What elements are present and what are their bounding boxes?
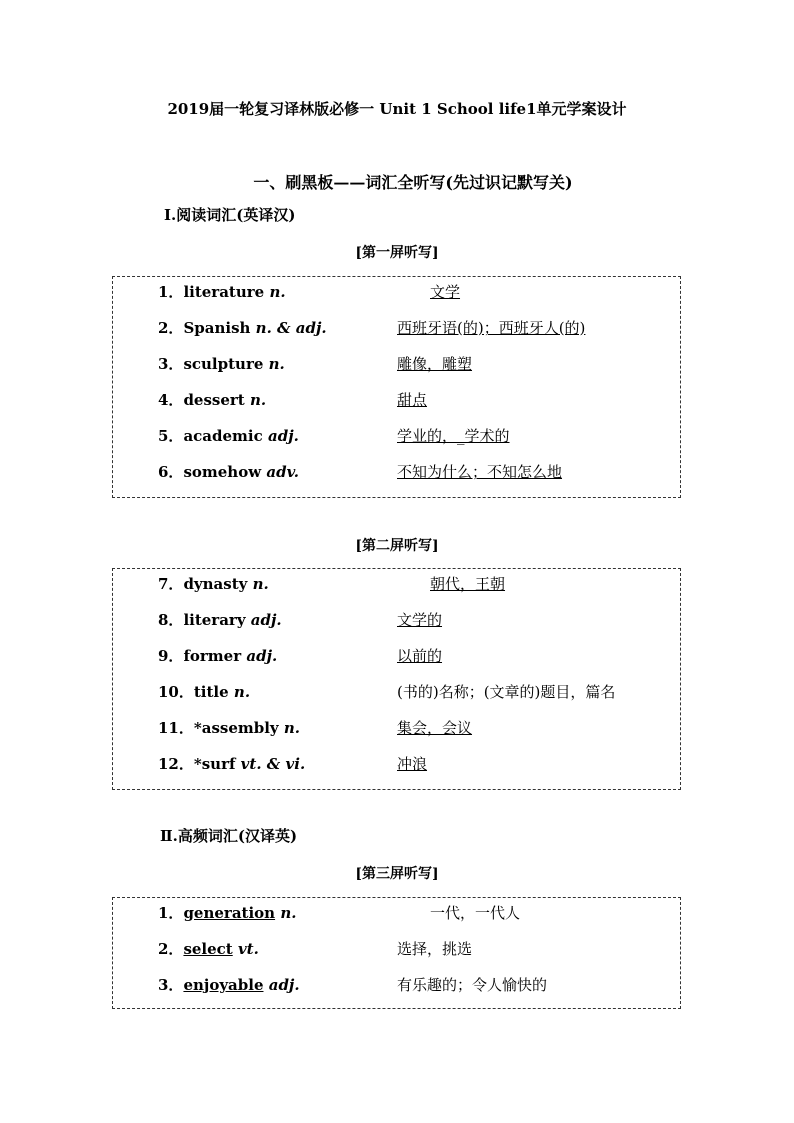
english-term: 3．enjoyable adj. (158, 976, 300, 994)
english-term: 2．Spanish n. & adj. (158, 319, 327, 337)
english-term: 12．*surf vt. & vi. (158, 755, 306, 773)
vocab-row (113, 753, 680, 777)
english-term: 1．literature n. (158, 283, 286, 301)
english-term: 9．former adj. (158, 647, 278, 665)
english-term: 1．generation n. (158, 904, 297, 922)
chinese-meaning: 文学的 (397, 611, 443, 629)
english-term: 11．*assembly n. (158, 719, 301, 737)
english-term: 4．dessert n. (158, 391, 267, 409)
vocab-row (113, 281, 680, 305)
part-heading-reading-vocab: Ⅰ.阅读词汇(英译汉) (164, 206, 296, 224)
chinese-meaning: 不知为什么；不知怎么地 (397, 463, 563, 481)
screen-label-3: [第三屏听写] (355, 866, 439, 882)
screen-label-2: [第二屏听写] (355, 538, 439, 554)
chinese-meaning: 朝代，王朝 (430, 575, 506, 593)
document-title: 2019届一轮复习译林版必修一 Unit 1 School life1单元学案设计 (167, 100, 627, 118)
vocab-box-3 (112, 897, 681, 1009)
vocab-row (113, 317, 680, 341)
english-term: 6．somehow adv. (158, 463, 300, 481)
chinese-meaning: 有乐趣的；令人愉快的 (397, 976, 548, 994)
chinese-meaning: 选择，挑选 (397, 940, 473, 958)
vocab-row (113, 645, 680, 669)
english-term: 2．select vt. (158, 940, 259, 958)
vocab-row (113, 902, 680, 926)
chinese-meaning: 雕像，雕塑 (397, 355, 473, 373)
chinese-meaning: 一代，一代人 (430, 904, 521, 922)
vocab-box-2 (112, 568, 681, 790)
vocab-row (113, 461, 680, 485)
english-term: 10．title n. (158, 683, 251, 701)
chinese-meaning: 西班牙语(的)；西班牙人(的) (397, 319, 586, 337)
english-term: 8．literary adj. (158, 611, 282, 629)
vocab-row (113, 573, 680, 597)
vocab-row (113, 974, 680, 998)
section-heading: 一、刷黑板——词汇全听写(先过识记默写关) (253, 173, 573, 192)
chinese-meaning: 以前的 (397, 647, 443, 665)
english-term: 7．dynasty n. (158, 575, 269, 593)
vocab-row (113, 938, 680, 962)
chinese-meaning: 文学 (430, 283, 461, 301)
english-term: 5．academic adj. (158, 427, 299, 445)
vocab-row (113, 609, 680, 633)
chinese-meaning: 甜点 (397, 391, 428, 409)
english-term: 3．sculpture n. (158, 355, 285, 373)
chinese-meaning: 冲浪 (397, 755, 428, 773)
part-heading-high-frequency: Ⅱ.高频词汇(汉译英) (160, 827, 298, 845)
vocab-row (113, 681, 680, 705)
chinese-meaning: 集会，会议 (397, 719, 473, 737)
chinese-meaning: 学业的，_学术的 (397, 427, 510, 445)
vocab-row (113, 717, 680, 741)
vocab-row (113, 389, 680, 413)
chinese-meaning: (书的)名称；(文章的)题目，篇名 (397, 683, 616, 701)
screen-label-1: [第一屏听写] (355, 245, 439, 261)
vocab-row (113, 353, 680, 377)
vocab-box-1 (112, 276, 681, 498)
vocab-row (113, 425, 680, 449)
